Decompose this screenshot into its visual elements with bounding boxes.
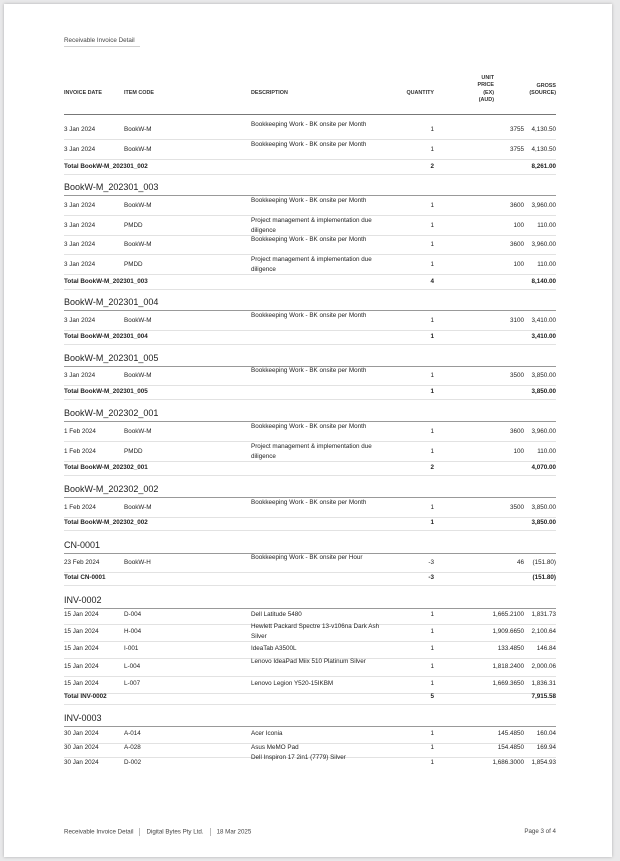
cell-unit-price: 1,669.3650 bbox=[492, 680, 524, 687]
row-divider bbox=[64, 676, 556, 677]
cell-invoice-date: 15 Jan 2024 bbox=[64, 645, 99, 652]
row-divider bbox=[64, 572, 556, 573]
cell-quantity: 1 bbox=[430, 202, 434, 209]
total-label: Total BookW-M_202302_002 bbox=[64, 519, 148, 526]
cell-item-code: BookW-M bbox=[124, 126, 152, 133]
cell-invoice-date: 3 Jan 2024 bbox=[64, 126, 96, 133]
cell-unit-price: 1,818.2400 bbox=[492, 663, 524, 670]
cell-invoice-date: 15 Jan 2024 bbox=[64, 680, 99, 687]
cell-description: Project management & implementation due diligence bbox=[251, 443, 372, 460]
group-heading: BookW-M_202302_001 bbox=[64, 408, 159, 418]
cell-quantity: 1 bbox=[430, 448, 434, 455]
cell-quantity: 1 bbox=[430, 241, 434, 248]
cell-invoice-date: 1 Feb 2024 bbox=[64, 428, 96, 435]
cell-gross: 3,960.00 bbox=[531, 428, 556, 435]
cell-gross: 1,831.73 bbox=[531, 611, 556, 618]
total-quantity: 2 bbox=[430, 163, 434, 170]
col-header-item-code: ITEM CODE bbox=[124, 90, 154, 96]
total-quantity: 1 bbox=[430, 519, 434, 526]
footer-report-name: Receivable Invoice Detail bbox=[64, 828, 134, 836]
cell-item-code: H-004 bbox=[124, 628, 142, 635]
cell-item-code: D-004 bbox=[124, 611, 142, 618]
cell-unit-price: 3600 bbox=[509, 202, 524, 209]
cell-unit-price: 3600 bbox=[509, 241, 524, 248]
row-divider bbox=[64, 344, 556, 345]
title-divider bbox=[64, 46, 140, 47]
cell-gross: 146.84 bbox=[536, 645, 556, 652]
cell-unit-price: 1,686.3000 bbox=[492, 759, 524, 766]
col-header-gross bbox=[486, 83, 556, 98]
group-heading: CN-0001 bbox=[64, 540, 101, 550]
total-label: Total BookW-M_202301_002 bbox=[64, 163, 148, 170]
group-divider bbox=[64, 608, 556, 609]
row-divider bbox=[64, 461, 556, 462]
col-header-unit-price-line: UNIT bbox=[481, 75, 494, 81]
col-header-quantity: QUANTITY bbox=[406, 90, 434, 96]
cell-invoice-date: 3 Jan 2024 bbox=[64, 261, 96, 268]
col-header-gross-line: GROSS bbox=[536, 83, 556, 89]
row-divider bbox=[64, 174, 556, 175]
row-divider bbox=[64, 693, 556, 694]
cell-item-code: BookW-M bbox=[124, 372, 152, 379]
cell-unit-price: 154.4850 bbox=[497, 744, 524, 751]
cell-item-code: BookW-M bbox=[124, 146, 152, 153]
cell-description: Project management & implementation due diligence bbox=[251, 217, 372, 234]
cell-invoice-date: 1 Feb 2024 bbox=[64, 448, 96, 455]
cell-invoice-date: 15 Jan 2024 bbox=[64, 611, 99, 618]
cell-unit-price: 145.4850 bbox=[497, 730, 524, 737]
cell-quantity: 1 bbox=[430, 317, 434, 324]
header-divider bbox=[64, 114, 556, 115]
cell-description: Bookkeeping Work - BK onsite per Month bbox=[251, 312, 367, 319]
col-header-unit-price-line: (EX) bbox=[483, 89, 494, 96]
cell-item-code: PMDD bbox=[124, 261, 143, 268]
cell-invoice-date: 30 Jan 2024 bbox=[64, 744, 99, 751]
cell-invoice-date: 3 Jan 2024 bbox=[64, 317, 96, 324]
cell-quantity: -3 bbox=[428, 559, 434, 566]
cell-item-code: A-028 bbox=[124, 744, 141, 751]
total-quantity: 4 bbox=[430, 278, 434, 285]
total-gross: 3,850.00 bbox=[531, 388, 556, 395]
row-divider bbox=[64, 399, 556, 400]
row-divider bbox=[64, 585, 556, 586]
cell-unit-price: 46 bbox=[516, 559, 524, 566]
cell-invoice-date: 23 Feb 2024 bbox=[64, 559, 100, 566]
cell-quantity: 1 bbox=[430, 759, 434, 766]
cell-description: Bookkeeping Work - BK onsite per Month bbox=[251, 367, 367, 374]
cell-description: Acer Iconia bbox=[251, 730, 283, 737]
row-divider bbox=[64, 274, 556, 275]
cell-quantity: 1 bbox=[430, 663, 434, 670]
group-heading: BookW-M_202301_004 bbox=[64, 297, 159, 307]
cell-description: Dell Latitude 5480 bbox=[251, 611, 302, 618]
cell-gross: 1,836.31 bbox=[531, 680, 556, 687]
cell-unit-price: 3600 bbox=[509, 428, 524, 435]
cell-quantity: 1 bbox=[430, 261, 434, 268]
cell-invoice-date: 30 Jan 2024 bbox=[64, 730, 99, 737]
cell-quantity: 1 bbox=[430, 680, 434, 687]
cell-description: Asus MeMO Pad bbox=[251, 744, 299, 751]
cell-invoice-date: 3 Jan 2024 bbox=[64, 241, 96, 248]
cell-item-code: BookW-M bbox=[124, 428, 152, 435]
total-label: Total BookW-M_202302_001 bbox=[64, 464, 148, 471]
cell-description: Lenovo IdeaPad Miix 510 Platinum Silver bbox=[251, 658, 366, 665]
cell-unit-price: 100 bbox=[513, 448, 524, 455]
cell-quantity: 1 bbox=[430, 126, 434, 133]
cell-gross: 3,850.00 bbox=[531, 504, 556, 511]
cell-description: Bookkeeping Work - BK onsite per Hour bbox=[251, 554, 363, 561]
cell-unit-price: 133.4850 bbox=[497, 645, 524, 652]
cell-gross: 2,100.64 bbox=[531, 628, 556, 635]
cell-gross: 1,854.93 bbox=[531, 759, 556, 766]
cell-description: Hewlett Packard Spectre 13-v106na Dark Ash Silver bbox=[251, 623, 380, 640]
cell-invoice-date: 15 Jan 2024 bbox=[64, 628, 99, 635]
cell-invoice-date: 3 Jan 2024 bbox=[64, 202, 96, 209]
cell-description: IdeaTab A3500L bbox=[251, 645, 297, 652]
cell-description: Lenovo Legion Y520-15IKBM bbox=[251, 680, 334, 687]
cell-item-code: PMDD bbox=[124, 448, 143, 455]
cell-description: Bookkeeping Work - BK onsite per Month bbox=[251, 499, 367, 506]
group-heading: BookW-M_202302_002 bbox=[64, 484, 159, 494]
cell-item-code: I-001 bbox=[124, 645, 139, 652]
footer bbox=[64, 828, 251, 836]
cell-item-code: BookW-M bbox=[124, 504, 152, 511]
row-divider bbox=[64, 385, 556, 386]
cell-quantity: 1 bbox=[430, 730, 434, 737]
cell-quantity: 1 bbox=[430, 628, 434, 635]
cell-gross: 4,130.50 bbox=[531, 146, 556, 153]
col-header-unit-price-line: PRICE bbox=[477, 82, 494, 89]
cell-invoice-date: 3 Jan 2024 bbox=[64, 222, 96, 229]
total-gross: 4,070.00 bbox=[531, 464, 556, 471]
cell-unit-price: 100 bbox=[513, 222, 524, 229]
group-heading: INV-0003 bbox=[64, 713, 102, 723]
cell-gross: 3,960.00 bbox=[531, 241, 556, 248]
cell-item-code: BookW-M bbox=[124, 202, 152, 209]
cell-gross: (151.80) bbox=[532, 559, 556, 566]
cell-description: Bookkeeping Work - BK onsite per Month bbox=[251, 197, 367, 204]
cell-gross: 110.00 bbox=[537, 448, 556, 455]
cell-item-code: L-004 bbox=[124, 663, 141, 670]
footer-date: 18 Mar 2025 bbox=[216, 828, 252, 836]
cell-invoice-date: 3 Jan 2024 bbox=[64, 372, 96, 379]
cell-invoice-date: 1 Feb 2024 bbox=[64, 504, 96, 511]
cell-gross: 169.94 bbox=[536, 744, 556, 751]
cell-quantity: 1 bbox=[430, 504, 434, 511]
row-divider bbox=[64, 159, 556, 160]
cell-quantity: 1 bbox=[430, 428, 434, 435]
row-divider bbox=[64, 517, 556, 518]
cell-description: Bookkeeping Work - BK onsite per Month bbox=[251, 423, 367, 430]
total-quantity: -3 bbox=[428, 574, 434, 581]
group-heading: INV-0002 bbox=[64, 595, 102, 605]
total-quantity: 2 bbox=[430, 464, 434, 471]
cell-unit-price: 3500 bbox=[509, 504, 524, 511]
cell-gross: 3,850.00 bbox=[531, 372, 556, 379]
cell-item-code: D-002 bbox=[124, 759, 142, 766]
row-divider bbox=[64, 330, 556, 331]
cell-unit-price: 1,909.6650 bbox=[492, 628, 524, 635]
total-label: Total INV-0002 bbox=[64, 693, 107, 700]
row-divider bbox=[64, 475, 556, 476]
col-header-unit-price bbox=[424, 75, 494, 105]
cell-quantity: 1 bbox=[430, 146, 434, 153]
row-divider bbox=[64, 289, 556, 290]
cell-unit-price: 3100 bbox=[509, 317, 524, 324]
cell-item-code: L-007 bbox=[124, 680, 141, 687]
total-quantity: 5 bbox=[430, 693, 434, 700]
col-header-description: DESCRIPTION bbox=[251, 90, 288, 96]
cell-item-code: BookW-M bbox=[124, 317, 152, 324]
page-number: Page 3 of 4 bbox=[524, 828, 556, 835]
cell-unit-price: 3755 bbox=[509, 126, 524, 133]
group-heading: BookW-M_202301_003 bbox=[64, 182, 159, 192]
cell-description: Bookkeeping Work - BK onsite per Month bbox=[251, 121, 367, 128]
col-header-unit-price-line: (AUD) bbox=[478, 97, 494, 104]
cell-quantity: 1 bbox=[430, 222, 434, 229]
total-label: Total BookW-M_202301_005 bbox=[64, 388, 148, 395]
footer-company: Digital Bytes Pty Ltd. bbox=[146, 828, 204, 836]
total-gross: 7,915.58 bbox=[531, 693, 556, 700]
total-gross: 3,850.00 bbox=[531, 519, 556, 526]
cell-gross: 4,130.50 bbox=[531, 126, 556, 133]
cell-unit-price: 3500 bbox=[509, 372, 524, 379]
cell-gross: 3,410.00 bbox=[531, 317, 556, 324]
report-title: Receivable Invoice Detail bbox=[64, 37, 135, 44]
cell-quantity: 1 bbox=[430, 645, 434, 652]
cell-invoice-date: 3 Jan 2024 bbox=[64, 146, 96, 153]
cell-unit-price: 1,665.2100 bbox=[492, 611, 524, 618]
cell-gross: 110.00 bbox=[537, 222, 556, 229]
total-gross: 8,261.00 bbox=[531, 163, 556, 170]
cell-description: Bookkeeping Work - BK onsite per Month bbox=[251, 141, 367, 148]
cell-unit-price: 3755 bbox=[509, 146, 524, 153]
cell-item-code: BookW-M bbox=[124, 241, 152, 248]
cell-quantity: 1 bbox=[430, 611, 434, 618]
cell-gross: 2,000.06 bbox=[531, 663, 556, 670]
row-divider bbox=[64, 530, 556, 531]
total-quantity: 1 bbox=[430, 333, 434, 340]
cell-description: Bookkeeping Work - BK onsite per Month bbox=[251, 236, 367, 243]
cell-gross: 110.00 bbox=[537, 261, 556, 268]
group-heading: BookW-M_202301_005 bbox=[64, 353, 159, 363]
cell-item-code: A-014 bbox=[124, 730, 141, 737]
group-divider bbox=[64, 726, 556, 727]
total-quantity: 1 bbox=[430, 388, 434, 395]
cell-description: Project management & implementation due diligence bbox=[251, 256, 372, 273]
cell-gross: 3,960.00 bbox=[531, 202, 556, 209]
total-gross: 8,140.00 bbox=[531, 278, 556, 285]
row-divider bbox=[64, 704, 556, 705]
total-label: Total BookW-M_202301_003 bbox=[64, 278, 148, 285]
total-gross: 3,410.00 bbox=[531, 333, 556, 340]
report-page bbox=[4, 4, 612, 857]
row-divider bbox=[64, 641, 556, 642]
col-header-gross-line: (SOURCE) bbox=[529, 90, 556, 97]
cell-unit-price: 100 bbox=[513, 261, 524, 268]
col-header-invoice-date: INVOICE DATE bbox=[64, 90, 102, 96]
cell-item-code: BookW-H bbox=[124, 559, 151, 566]
cell-quantity: 1 bbox=[430, 372, 434, 379]
cell-invoice-date: 30 Jan 2024 bbox=[64, 759, 99, 766]
cell-description: Dell Inspiron 17 2in1 (7779) Silver bbox=[251, 754, 346, 761]
cell-gross: 160.04 bbox=[536, 730, 556, 737]
cell-item-code: PMDD bbox=[124, 222, 143, 229]
cell-quantity: 1 bbox=[430, 744, 434, 751]
total-gross: (151.80) bbox=[532, 574, 556, 581]
cell-invoice-date: 15 Jan 2024 bbox=[64, 663, 99, 670]
total-label: Total CN-0001 bbox=[64, 574, 106, 581]
total-label: Total BookW-M_202301_004 bbox=[64, 333, 148, 340]
